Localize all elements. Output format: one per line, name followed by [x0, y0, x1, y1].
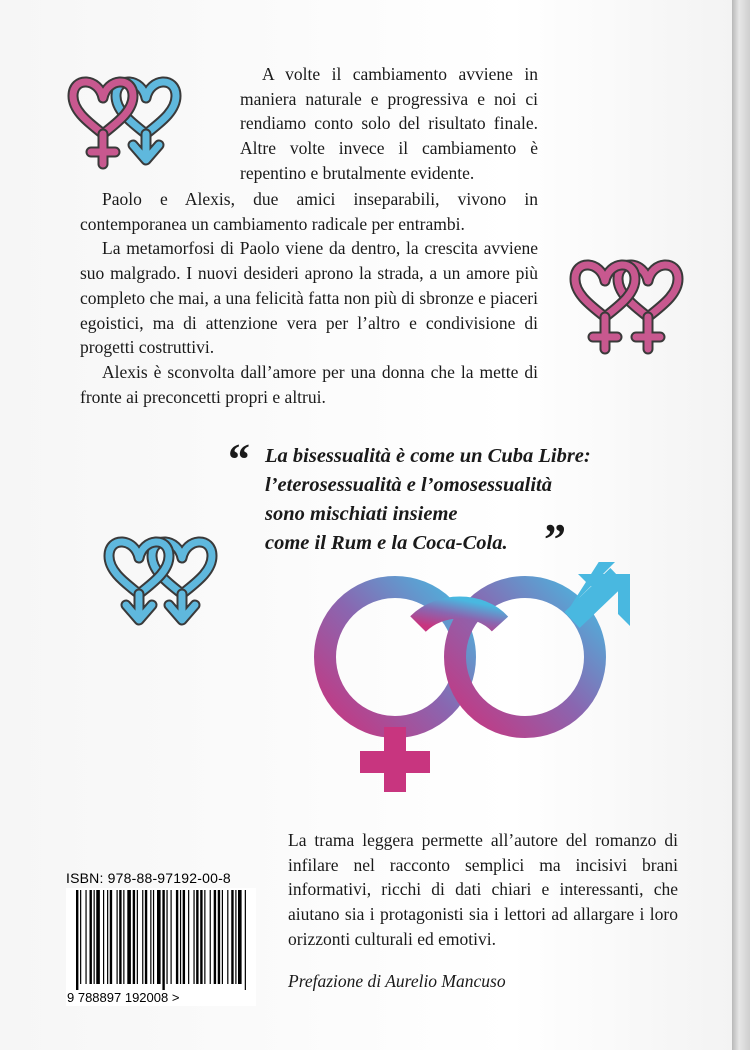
barcode-bar	[235, 890, 236, 984]
barcode-bar	[218, 890, 220, 984]
barcode-bar	[133, 890, 135, 984]
lesbian-hearts-icon	[558, 245, 698, 365]
barcode-bar	[176, 890, 178, 984]
isbn-label: ISBN: 978-88-97192-00-8	[66, 870, 231, 886]
story-paragraph-1: Paolo e Alexis, due amici inseparabili, vivono in contemporanea un cambiamento radicale per entrambi.	[80, 189, 538, 234]
barcode-bar	[110, 890, 112, 984]
barcode-bar	[222, 890, 223, 984]
barcode-bar	[193, 890, 194, 984]
story-paragraphs	[80, 187, 538, 409]
barcode-bar	[127, 890, 131, 984]
barcode-bar	[162, 890, 164, 990]
barcode-bar	[117, 890, 118, 984]
barcode-bar	[123, 890, 124, 984]
barcode-bar	[142, 890, 143, 984]
barcode-bar	[153, 890, 154, 984]
closing-paragraph	[288, 828, 678, 952]
quote-line: sono mischiati insieme	[265, 503, 458, 525]
isbn-barcode	[66, 888, 256, 1006]
barcode-bar	[204, 890, 205, 984]
barcode-bar	[200, 890, 202, 984]
barcode-bar	[85, 890, 86, 984]
barcode-bar	[157, 890, 161, 984]
quote-close-mark: ”	[544, 515, 566, 564]
gay-hearts-icon	[94, 522, 244, 642]
hetero-hearts-icon	[58, 60, 198, 180]
barcode-bar	[107, 890, 108, 984]
quote-line: l’eterosessualità e l’omosessualità	[265, 474, 552, 496]
barcode-bar	[145, 890, 147, 984]
quote-open-mark: “	[228, 435, 250, 484]
story-paragraph-2: La metamorfosi di Paolo viene da dentro, la crescita avviene suo malgrado. I nuovi desideri aprono la strada, a un amore più completo che mai, a una felicità fatta non più di sbronze e piaceri egoistici, ma di attenzione vera per l’altro e condivisione di progetti costruttivi.	[80, 238, 538, 358]
barcode-digits: 9 788897 192008 >	[67, 990, 180, 1005]
barcode-bar	[96, 890, 100, 984]
book-spine-edge	[732, 0, 750, 1050]
barcode-bar	[90, 890, 92, 984]
barcode-bar	[214, 890, 216, 984]
barcode-bar	[171, 890, 172, 984]
barcode-bar	[103, 890, 104, 984]
barcode-bar	[119, 890, 121, 984]
barcode-bar	[196, 890, 198, 984]
barcode-bar	[227, 890, 228, 984]
barcode-bar	[188, 890, 189, 984]
closing-text: La trama leggera permette all’autore del romanzo di infilare nel racconto semplici ma incisivi brani informativi, ricchi di dati chiari e interessanti, che aiutano sia i protagonisti sia i lettori ad allargare i loro orizzonti culturali ed emotivi.	[288, 830, 678, 949]
barcode-bar	[80, 890, 81, 984]
intro-text: A volte il cambiamento avviene in maniera naturale e progressiva e noi ci rendiamo conto solo del risultato finale. Altre volte invece il cambiamento è repentino e brutalmente evidente.	[240, 64, 538, 183]
barcode-bar	[150, 890, 151, 984]
bisexual-infinity-icon	[300, 562, 680, 802]
barcode-bar	[245, 890, 246, 990]
barcode-bar	[94, 890, 95, 984]
quote-line: La bisessualità è come un Cuba Libre:	[265, 445, 591, 467]
barcode-bar	[238, 890, 242, 984]
barcode-bar	[137, 890, 138, 984]
barcode-bar	[180, 890, 181, 984]
barcode-bar	[231, 890, 233, 984]
barcode-bar	[76, 890, 78, 990]
intro-paragraph	[240, 62, 538, 186]
barcode-bar	[166, 890, 167, 984]
barcode-bar	[210, 890, 211, 984]
barcode-bar	[183, 890, 185, 984]
quote-line: come il Rum e la Coca-Cola.	[265, 532, 508, 554]
story-paragraph-3: Alexis è sconvolta dall’amore per una donna che la mette di fronte ai preconcetti propri e altrui.	[80, 361, 538, 407]
preface-credit: Prefazione di Aurelio Mancuso	[288, 971, 506, 991]
pull-quote	[265, 442, 625, 558]
